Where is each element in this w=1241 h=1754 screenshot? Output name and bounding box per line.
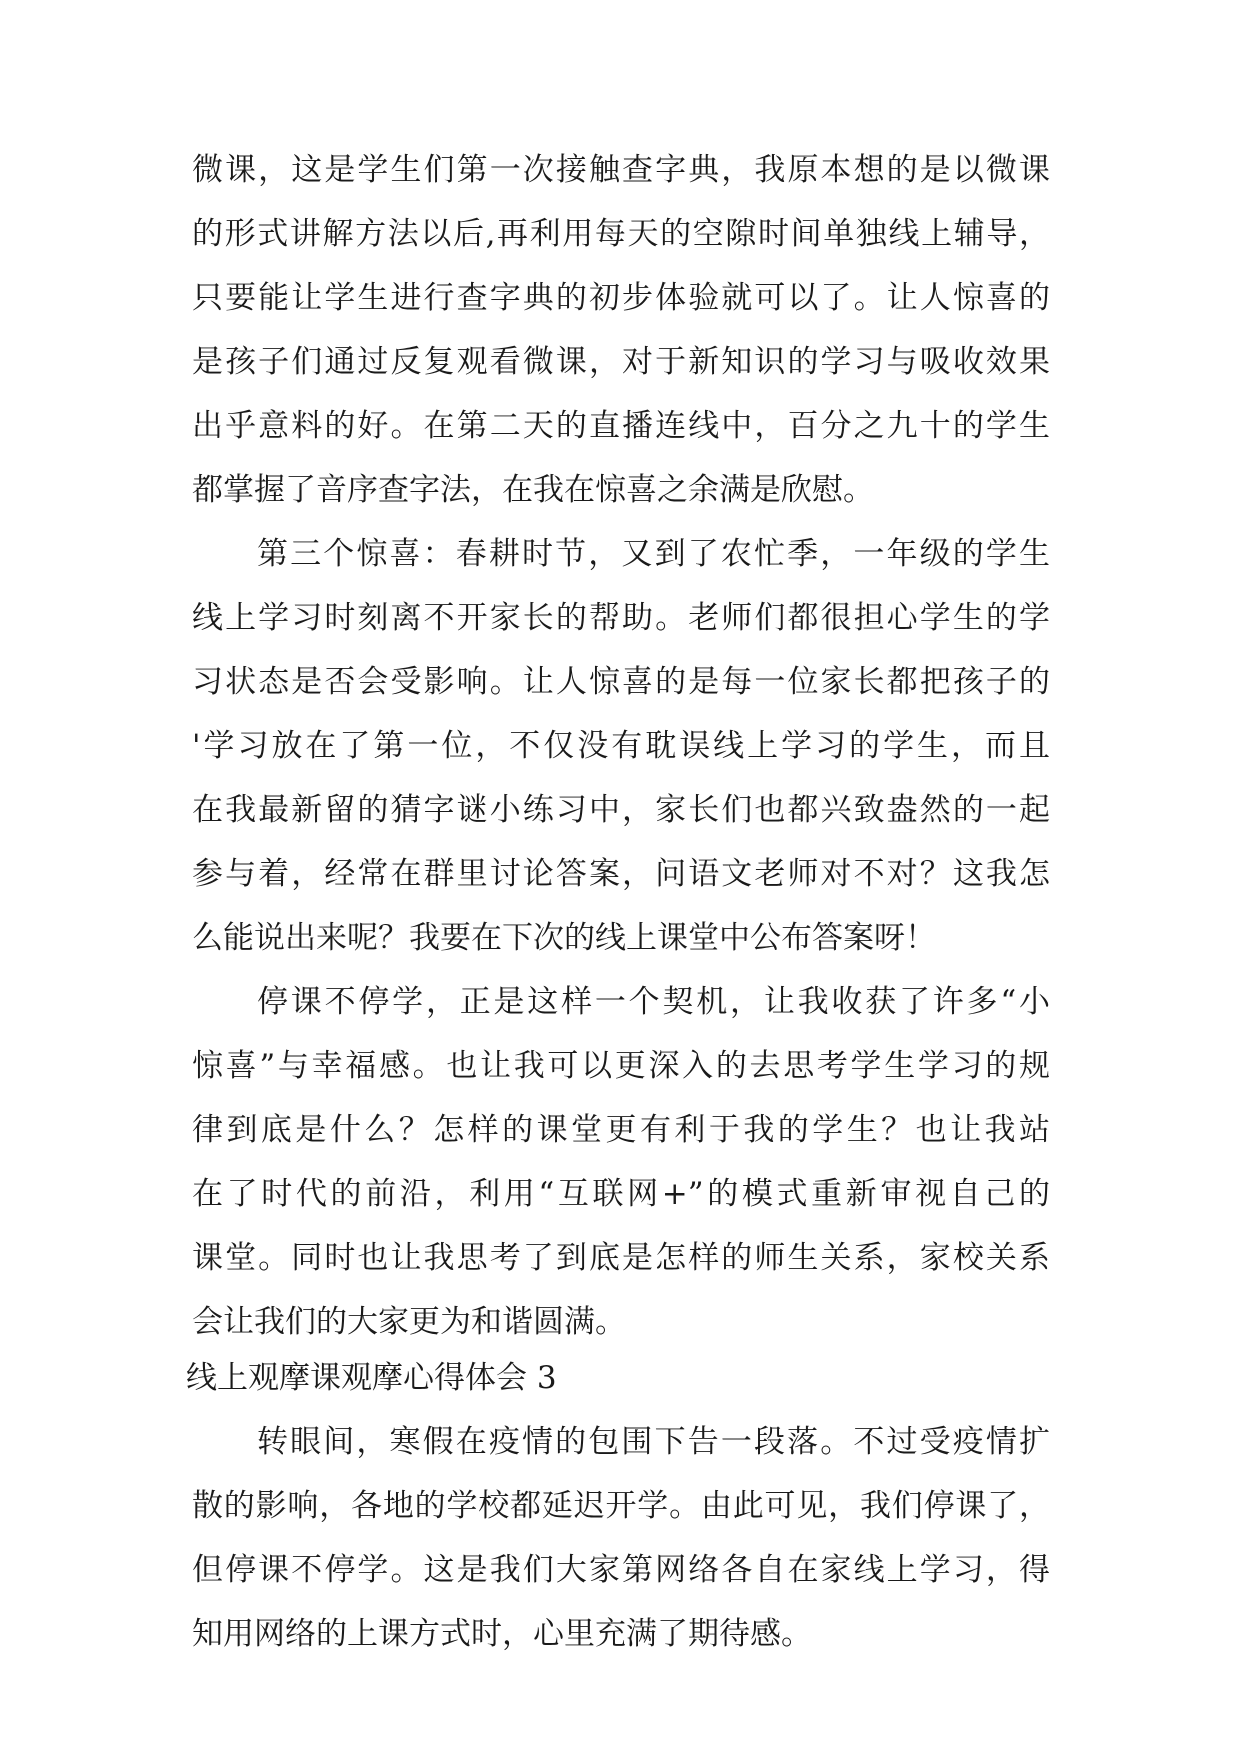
paragraph-first-line: 第三个惊喜：春耕时节，又到了农忙季，一年级的学生 bbox=[257, 536, 1050, 572]
paragraph-line: 线上学习时刻离不开家长的帮助。老师们都很担心学生的学 bbox=[192, 600, 1050, 636]
paragraph-line: '学习放在了第一位，不仅没有耽误线上学习的学生，而且 bbox=[192, 728, 1050, 764]
paragraph-line: 在我最新留的猜字谜小练习中，家长们也都兴致盎然的一起 bbox=[192, 792, 1050, 828]
paragraph-line: 参与着，经常在群里讨论答案，问语文老师对不对？这我怎 bbox=[192, 856, 1050, 892]
paragraph-line: 是孩子们通过反复观看微课，对于新知识的学习与吸收效果 bbox=[192, 344, 1050, 380]
paragraph-line: 但停课不停学。这是我们大家第网络各自在家线上学习，得 bbox=[192, 1552, 1050, 1588]
paragraph-line: 么能说出来呢？我要在下次的线上课堂中公布答案呀！ bbox=[192, 920, 936, 956]
paragraph-line: 知用网络的上课方式时，心里充满了期待感。 bbox=[192, 1616, 812, 1652]
paragraph-line: 的形式讲解方法以后,再利用每天的空隙时间单独线上辅导， bbox=[192, 216, 1050, 252]
paragraph-line: 都掌握了音序查字法，在我在惊喜之余满是欣慰。 bbox=[192, 472, 874, 508]
paragraph-line: 散的影响，各地的学校都延迟开学。由此可见，我们停课了， bbox=[192, 1488, 1050, 1524]
paragraph-line: 只要能让学生进行查字典的初步体验就可以了。让人惊喜的 bbox=[192, 280, 1050, 316]
section-heading: 线上观摩课观摩心得体会 3 bbox=[186, 1360, 557, 1396]
paragraph-first-line: 停课不停学，正是这样一个契机，让我收获了许多“小 bbox=[257, 984, 1050, 1020]
paragraph-line: 会让我们的大家更为和谐圆满。 bbox=[192, 1304, 626, 1340]
paragraph-line: 惊喜”与幸福感。也让我可以更深入的去思考学生学习的规 bbox=[192, 1048, 1050, 1084]
paragraph-line: 课堂。同时也让我思考了到底是怎样的师生关系，家校关系 bbox=[192, 1240, 1050, 1276]
paragraph-line: 习状态是否会受影响。让人惊喜的是每一位家长都把孩子的 bbox=[192, 664, 1050, 700]
paragraph-line: 律到底是什么？怎样的课堂更有利于我的学生？也让我站 bbox=[192, 1112, 1050, 1148]
paragraph-line: 在了时代的前沿，利用“互联网+”的模式重新审视自己的 bbox=[192, 1176, 1050, 1212]
paragraph-line: 出乎意料的好。在第二天的直播连线中，百分之九十的学生 bbox=[192, 408, 1050, 444]
paragraph-first-line: 转眼间，寒假在疫情的包围下告一段落。不过受疫情扩 bbox=[257, 1424, 1050, 1460]
paragraph-line: 微课，这是学生们第一次接触查字典，我原本想的是以微课 bbox=[192, 152, 1050, 188]
